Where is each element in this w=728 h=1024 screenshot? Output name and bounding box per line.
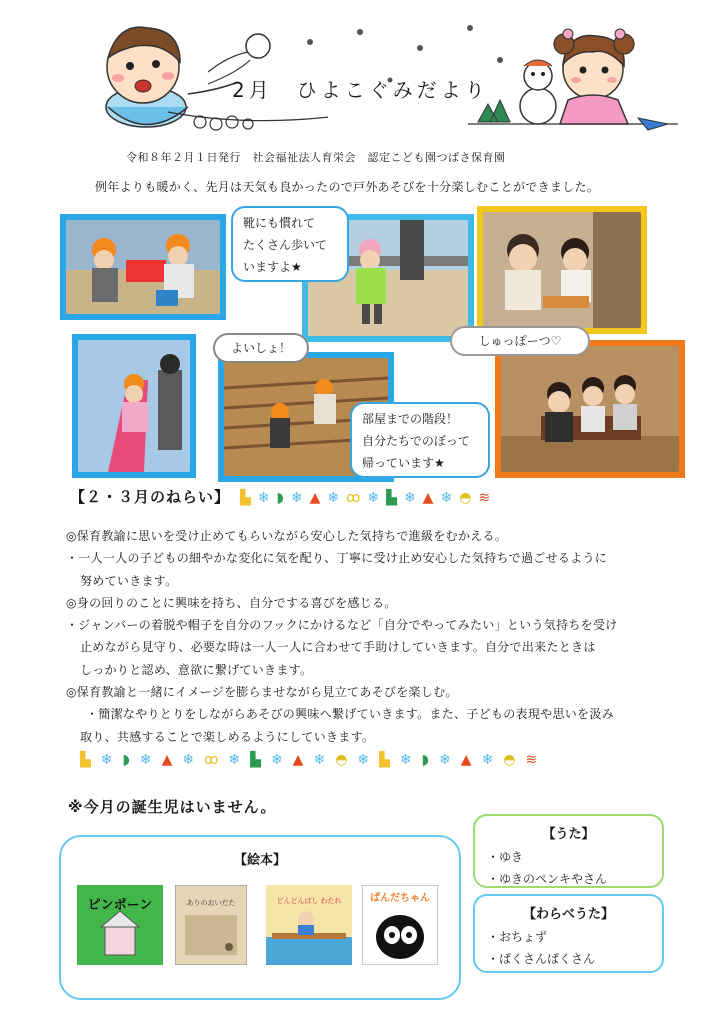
mitten-icon: ◗ xyxy=(276,490,284,506)
hat-icon: ▲ xyxy=(422,490,434,506)
winter-icons-row-top xyxy=(240,490,490,506)
beanie-icon: ◓ xyxy=(459,490,472,506)
book-cover-pinpon xyxy=(77,885,163,965)
photo-sandpit xyxy=(60,214,226,320)
snowflake-icon: ❄ xyxy=(290,490,303,506)
header xyxy=(0,0,728,140)
snowflake-icon: ❄ xyxy=(403,490,416,506)
aim-detail-3-cont: 取り、共感することで楽しめるようにしていきます。 xyxy=(80,729,375,744)
sock-icon: ▙ xyxy=(80,752,91,768)
beanie-icon: ◓ xyxy=(503,752,516,768)
hat-icon: ▲ xyxy=(460,752,472,768)
sock-icon: ▙ xyxy=(240,490,251,506)
aim-goal-1: ◎保育教諭に思いを受け止めてもらいながら安心した気持ちで進級をむかえる。 xyxy=(66,529,508,543)
mitten-icon: ◗ xyxy=(122,752,130,768)
hat-icon: ▲ xyxy=(309,490,321,506)
earmuffs-icon: ꝏ xyxy=(346,490,361,506)
snowflake-icon: ❄ xyxy=(228,752,241,768)
snowflake-icon: ❄ xyxy=(313,752,326,768)
snowflake-icon: ❄ xyxy=(139,752,152,768)
aim-detail-2: ・ジャンバーの着脱や帽子を自分のフックにかけるなど「自分でやってみたい」という気持ちを受け xyxy=(66,618,618,633)
snowflake-icon: ❄ xyxy=(439,752,451,768)
beanie-icon: ◓ xyxy=(335,752,348,768)
snowflake-icon: ❄ xyxy=(100,752,113,768)
snowflake-icon: ❄ xyxy=(367,490,380,506)
book-title-pinpon: ピンポーン xyxy=(87,897,153,912)
caption-shuppo-text: しゅっぽーつ♡ xyxy=(478,334,562,348)
warabe-heading: 【わらべうた】 xyxy=(522,907,614,922)
aim-detail-1: ・一人一人の子どもの細やかな変化に気を配り、丁寧に受け止め安心した気持ちで過ごせるように xyxy=(66,551,608,566)
book-title-ari: ありのおいだた xyxy=(186,900,236,907)
aim-detail-2-cont: 止めながら見守り、必要な時は一人一人に合わせて手助けしていきます。自分で出来たときは xyxy=(80,640,596,655)
caption-stairs-line-2: 自分たちでのぼって xyxy=(362,434,470,448)
caption-shoes-line-3: いますよ★ xyxy=(243,260,302,274)
birthday-notice: ※今月の誕生児はいません。 xyxy=(68,798,277,816)
girl-snowman-illustration xyxy=(468,14,678,134)
sock-icon: ▙ xyxy=(379,752,390,768)
aim-detail-1-cont: 努めていきます。 xyxy=(80,573,178,588)
sock-icon: ▙ xyxy=(386,490,397,506)
picture-books-box xyxy=(59,835,461,1000)
book-cover-dondonbashi xyxy=(266,885,352,965)
song-item: ・ゆき xyxy=(487,850,524,864)
snowflake-icon: ❄ xyxy=(327,490,340,506)
boy-snowball-illustration xyxy=(88,12,328,132)
snowflake-icon: ❄ xyxy=(440,490,453,506)
book-title-dondonbashi: どんどんばし わたれ xyxy=(276,898,342,905)
earmuffs-icon: ꝏ xyxy=(204,752,219,768)
aim-detail-2-cont2: しっかりと認め、意欲に繋げていきます。 xyxy=(80,662,313,677)
caption-shoes-line-2: たくさん歩いて xyxy=(243,238,328,252)
caption-stairs xyxy=(350,402,490,478)
warabe-item: ・ぱくさんぱくさん xyxy=(487,952,596,966)
winter-icons-row-bottom xyxy=(80,752,537,768)
photo-toy xyxy=(477,206,647,334)
snowflake-icon: ❄ xyxy=(270,752,283,768)
snowflake-icon: ❄ xyxy=(481,752,494,768)
snowflake-icon: ❄ xyxy=(357,752,370,768)
caption-yoisho xyxy=(213,333,309,363)
snowflake-icon: ❄ xyxy=(257,490,270,506)
snowflake-icon: ❄ xyxy=(182,752,195,768)
songs-heading: 【うた】 xyxy=(542,827,595,842)
books-heading: 【絵本】 xyxy=(233,853,286,868)
songs-box xyxy=(473,814,664,888)
snowflake-icon: ❄ xyxy=(399,752,412,768)
aim-detail-3: ・簡潔なやりとりをしながらあそびの興味へ繋げていきます。また、子どもの表現や思いを汲み xyxy=(86,707,614,722)
scarf-icon: ≋ xyxy=(525,752,538,768)
page-title: 2月 ひよこぐみだより xyxy=(232,78,489,102)
issue-line: 令和８年２月１日発行 社会福祉法人育栄会 認定こども園つばさ保育園 xyxy=(126,151,506,164)
book-cover-panda xyxy=(362,885,438,965)
sock-icon: ▙ xyxy=(250,752,261,768)
caption-shoes xyxy=(231,206,349,282)
book-title-panda: ぱんだちゃん xyxy=(370,893,430,904)
hat-icon: ▲ xyxy=(161,752,173,768)
photo-slide xyxy=(72,334,196,478)
warabe-songs-box xyxy=(473,894,664,973)
aims-list xyxy=(66,525,666,748)
caption-shuppo xyxy=(450,326,590,356)
caption-yoisho-text: よいしょ！ xyxy=(230,341,291,355)
caption-shoes-line-1: 靴にも慣れて xyxy=(243,216,316,230)
mitten-icon: ◗ xyxy=(421,752,430,768)
intro-text: 例年よりも暖かく、先月は天気も良かったので戸外あそびを十分楽しむことができました。 xyxy=(95,180,600,194)
photo-train xyxy=(495,340,685,478)
aim-goal-2: ◎身の回りのことに興味を持ち、自分でする喜びを感じる。 xyxy=(66,595,397,610)
book-cover-ari xyxy=(175,885,247,965)
caption-stairs-line-3: 帰っています★ xyxy=(362,456,445,470)
warabe-item: ・おちょず xyxy=(487,930,548,944)
song-item: ・ゆきのペンキやさん xyxy=(487,872,608,886)
caption-stairs-line-1: 部屋までの階段！ xyxy=(362,412,459,426)
aims-heading: 【２・３月のねらい】 xyxy=(70,488,231,506)
aim-goal-3: ◎保育教諭と一緒にイメージを膨らませながら見立てあそびを楽しむ。 xyxy=(66,685,458,700)
hat-icon: ▲ xyxy=(292,752,304,768)
scarf-icon: ≋ xyxy=(478,490,491,506)
